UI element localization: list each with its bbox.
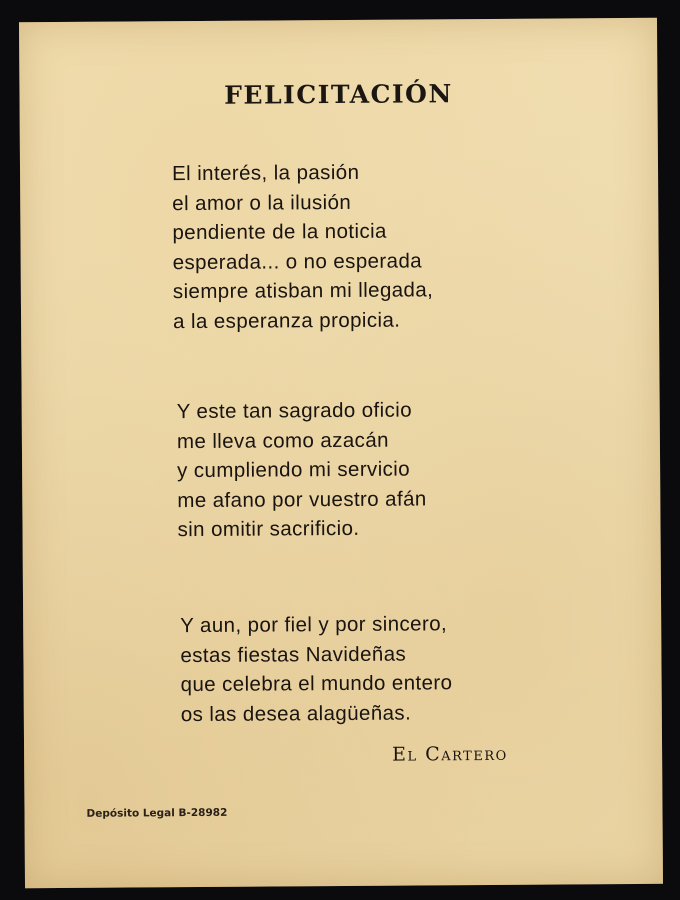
poem-stanza-1 — [172, 157, 434, 336]
legal-deposit: Depósito Legal B-28982 — [86, 806, 228, 820]
signature-text: El Cartero — [392, 742, 508, 766]
poem-line: el amor o la ilusión — [172, 190, 352, 215]
poem-line: Y aun, por fiel y por sincero, — [180, 612, 448, 638]
poem-stanza-2 — [177, 395, 427, 544]
poem-line: que celebra el mundo entero — [180, 671, 453, 697]
poem-line: a la esperanza propicia. — [172, 308, 401, 333]
poem-line: Y este tan sagrado oficio — [176, 398, 413, 424]
greeting-card — [19, 18, 663, 888]
card-title: FELICITACIÓN — [224, 79, 453, 110]
poem-line: me lleva como azacán — [176, 428, 389, 453]
signature — [392, 743, 508, 766]
poem-line: os las desea alagüeñas. — [180, 701, 412, 726]
poem-line: sin omitir sacrificio. — [177, 516, 360, 542]
poem-line: pendiente de la noticia — [172, 219, 387, 245]
poem-line: siempre atisban mi llegada, — [172, 278, 434, 304]
poem-line: me afano por vuestro afán — [177, 486, 427, 512]
poem-stanza-3 — [180, 609, 453, 729]
poem-line: y cumpliendo mi servicio — [177, 457, 411, 483]
poem-line: esperada... o no esperada — [172, 248, 423, 274]
poem-line: El interés, la pasión — [171, 160, 360, 186]
poem-line: estas fiestas Navideñas — [180, 642, 407, 667]
